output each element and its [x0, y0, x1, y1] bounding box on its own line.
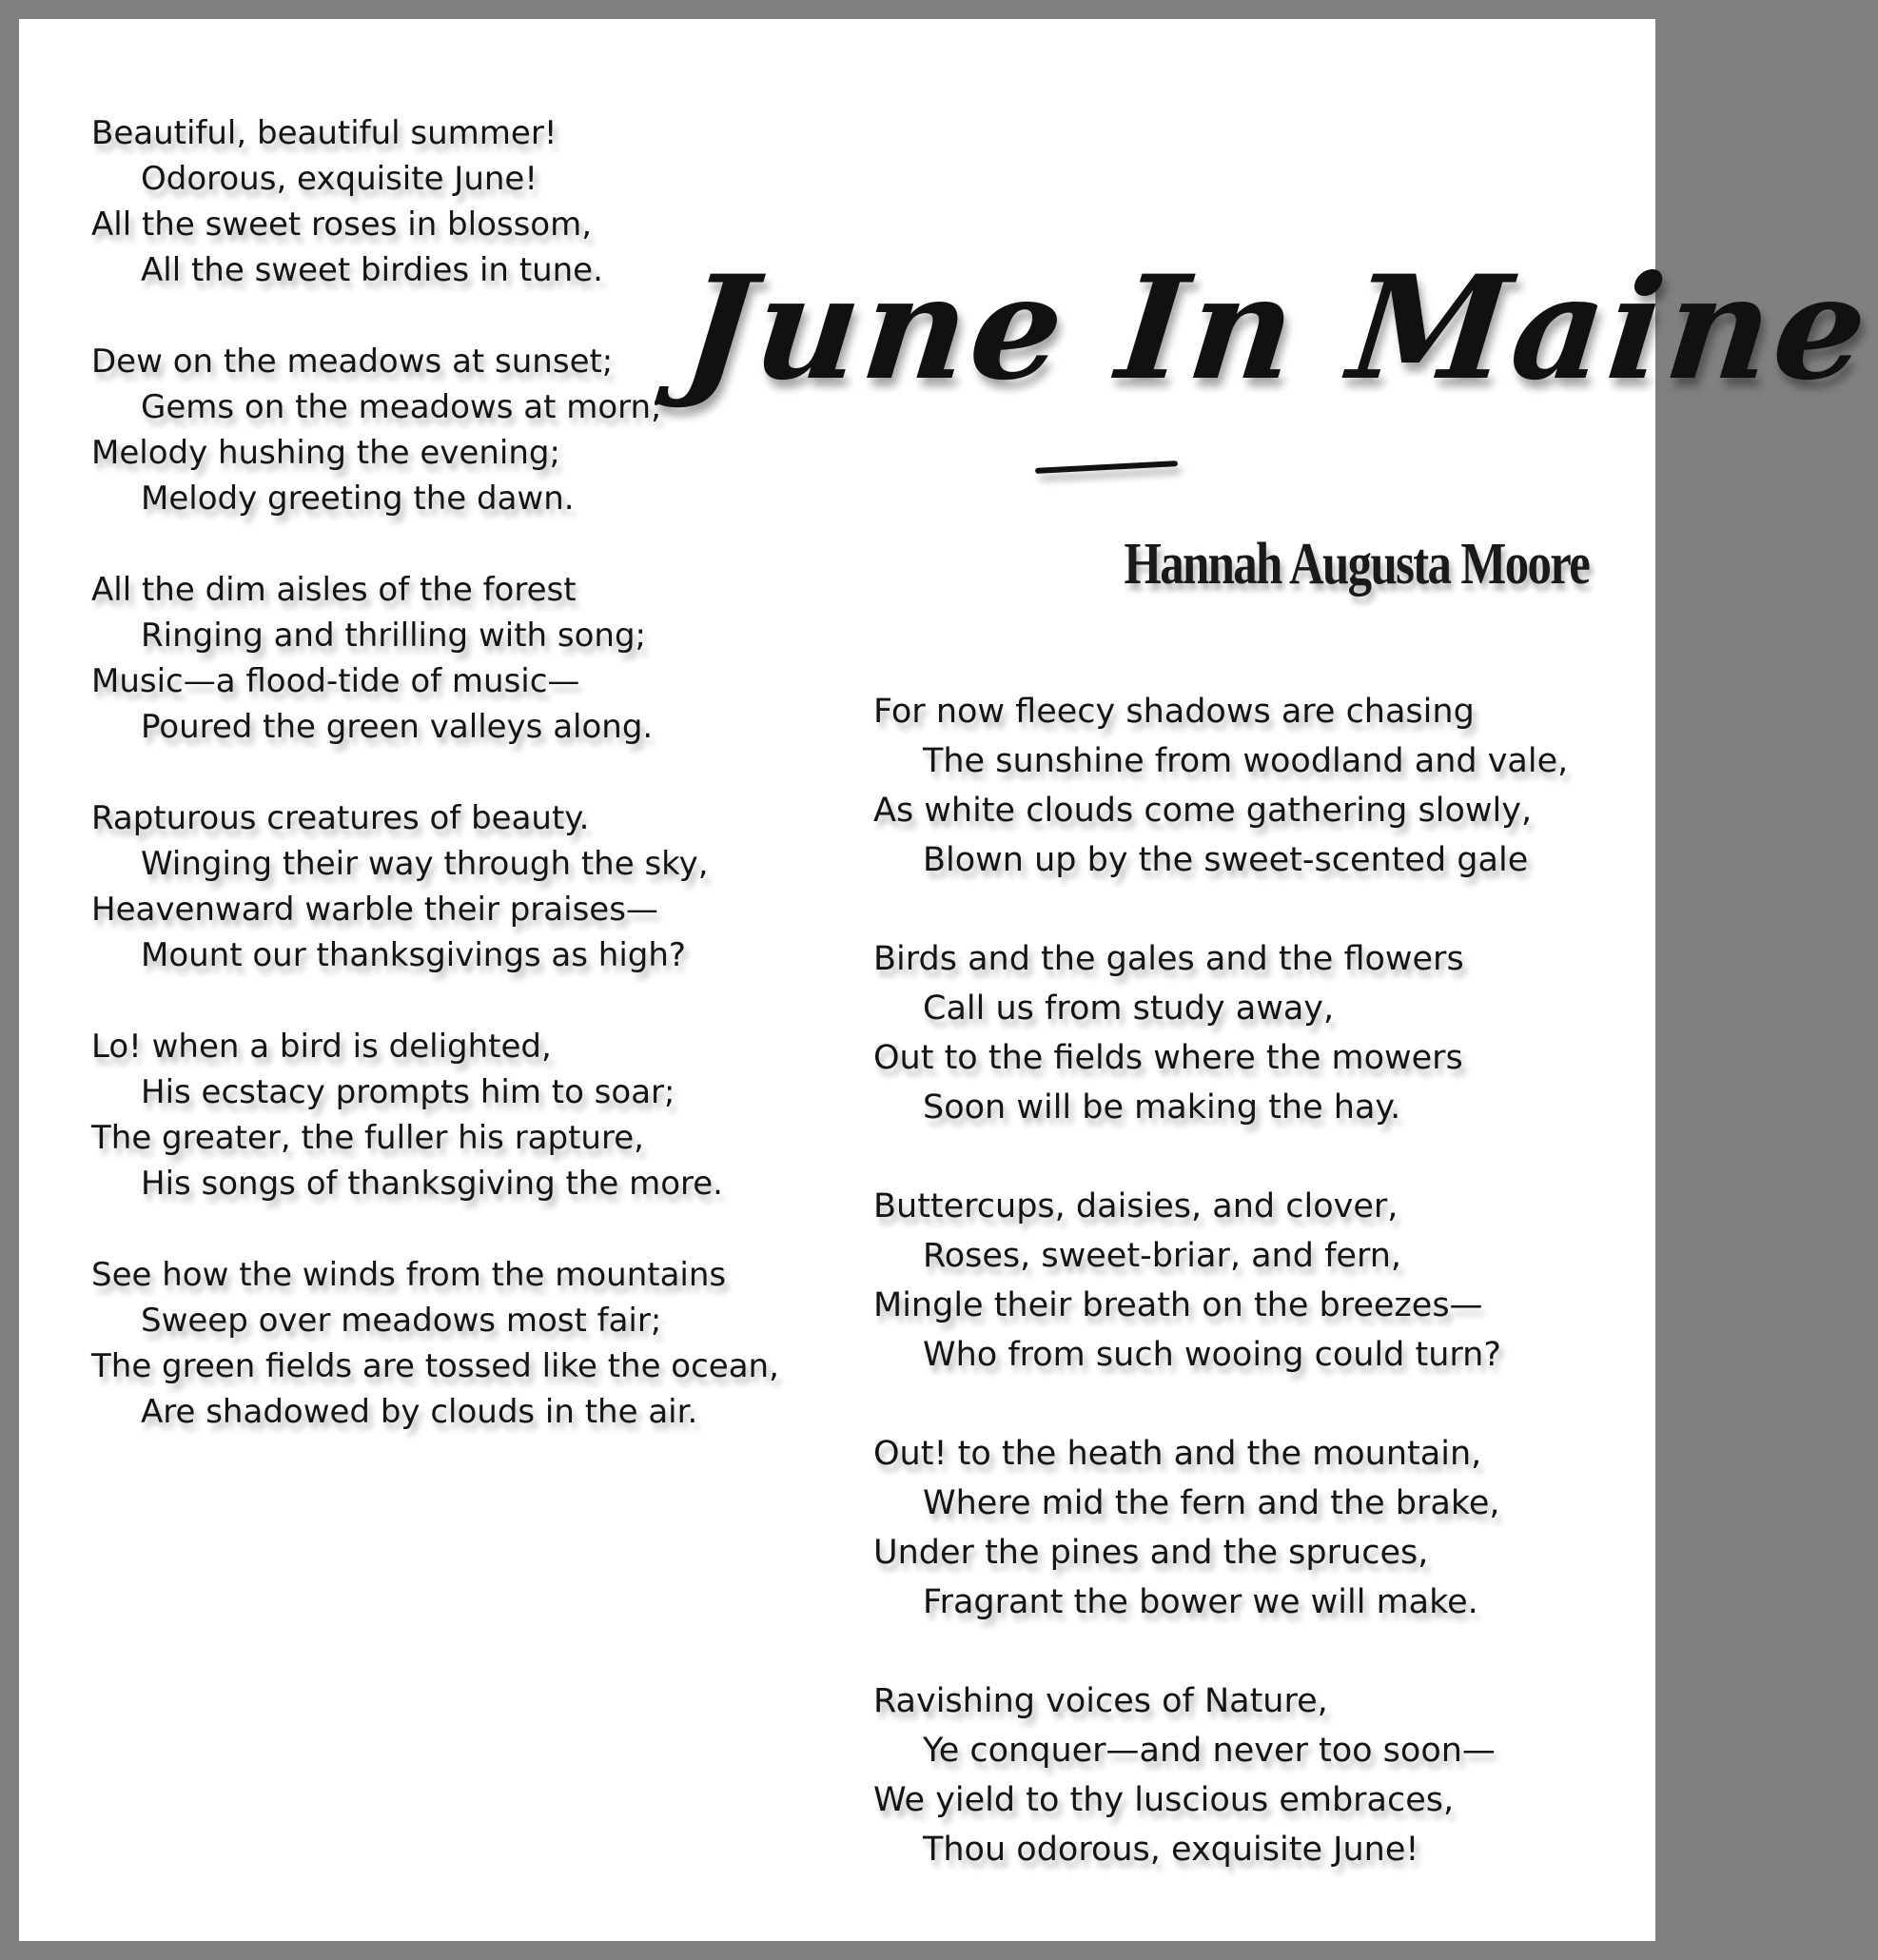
poem-line: The greater, the fuller his rapture,	[91, 1119, 644, 1157]
stanza	[873, 1429, 1568, 1627]
poem-page	[19, 19, 1878, 1941]
poem-line: All the sweet birdies in tune.	[141, 251, 603, 289]
stanza	[873, 687, 1568, 885]
poem-line: Dew on the meadows at sunset;	[91, 343, 614, 381]
poem-line: Buttercups, daisies, and clover,	[873, 1187, 1399, 1225]
stanza	[91, 795, 779, 978]
poem-line: We yield to thy luscious embraces,	[873, 1781, 1455, 1819]
poem-line: For now fleecy shadows are chasing	[873, 693, 1475, 731]
title-underline-flourish	[1035, 461, 1178, 474]
poem-line: Sweep over meadows most fair;	[141, 1302, 662, 1340]
stanza	[91, 339, 779, 521]
stanza	[873, 1676, 1568, 1874]
poem-line: Soon will be making the hay.	[923, 1088, 1401, 1127]
poem-line: Melody greeting the dawn.	[141, 480, 575, 518]
poem-line: Mount our thanksgivings as high?	[141, 936, 686, 974]
poem-line: Rapturous creatures of beauty.	[91, 799, 590, 837]
poem-line: Where mid the fern and the brake,	[923, 1484, 1500, 1522]
poem-line: Ravishing voices of Nature,	[873, 1682, 1328, 1720]
poem-line: Heavenward warble their praises—	[91, 891, 658, 929]
poem-line: Lo! when a bird is delighted,	[91, 1028, 552, 1066]
poem-line: Gems on the meadows at morn;	[141, 388, 662, 426]
poem-line: Out to the fields where the mowers	[873, 1039, 1463, 1077]
stanza	[91, 110, 779, 293]
poem-title: June In Maine	[675, 245, 1878, 412]
poem-line: Poured the green valleys along.	[141, 708, 654, 746]
poem-line: Under the pines and the spruces,	[873, 1534, 1429, 1572]
poem-line: Ye conquer—and never too soon—	[923, 1732, 1496, 1770]
poem-line: Odorous, exquisite June!	[141, 160, 538, 198]
poem-line: His songs of thanksgiving the more.	[141, 1165, 723, 1203]
poem-line: Who from such wooing could turn?	[923, 1336, 1501, 1374]
poem-line: All the dim aisles of the forest	[91, 571, 577, 609]
poem-line: Mingle their breath on the breezes—	[873, 1286, 1483, 1324]
stanza	[873, 934, 1568, 1132]
poem-line: Thou odorous, exquisite June!	[923, 1831, 1419, 1869]
poem-line: Fragrant the bower we will make.	[923, 1583, 1478, 1621]
poem-line: Melody hushing the evening;	[91, 434, 560, 472]
right-column	[873, 687, 1568, 1924]
stanza	[91, 567, 779, 750]
poem-line: The green fields are tossed like the ocean,	[91, 1347, 779, 1385]
poem-line: Blown up by the sweet-scented gale	[923, 841, 1529, 879]
poem-line: Ringing and thrilling with song;	[141, 617, 646, 655]
stanza	[873, 1182, 1568, 1380]
poem-line: As white clouds come gathering slowly,	[873, 792, 1533, 830]
poem-line: Roses, sweet-briar, and fern,	[923, 1237, 1402, 1275]
stanza	[91, 1024, 779, 1206]
poem-line: Out! to the heath and the mountain,	[873, 1435, 1482, 1473]
poem-line: The sunshine from woodland and vale,	[923, 742, 1569, 780]
stanza	[91, 1252, 779, 1435]
poem-line: Beautiful, beautiful summer!	[91, 114, 558, 152]
poem-line: See how the winds from the mountains	[91, 1256, 727, 1294]
poem-line: All the sweet roses in blossom,	[91, 206, 593, 244]
poem-author: Hannah Augusta Moore	[1124, 532, 1589, 597]
poem-line: Call us from study away,	[923, 990, 1335, 1028]
poem-line: Birds and the gales and the flowers	[873, 940, 1464, 978]
poem-line: Are shadowed by clouds in the air.	[141, 1393, 698, 1431]
poem-line: Winging their way through the sky,	[141, 845, 709, 883]
poem-line: Music—a flood-tide of music—	[91, 662, 580, 700]
poem-line: His ecstacy prompts him to soar;	[141, 1073, 675, 1111]
left-column	[91, 110, 779, 1480]
